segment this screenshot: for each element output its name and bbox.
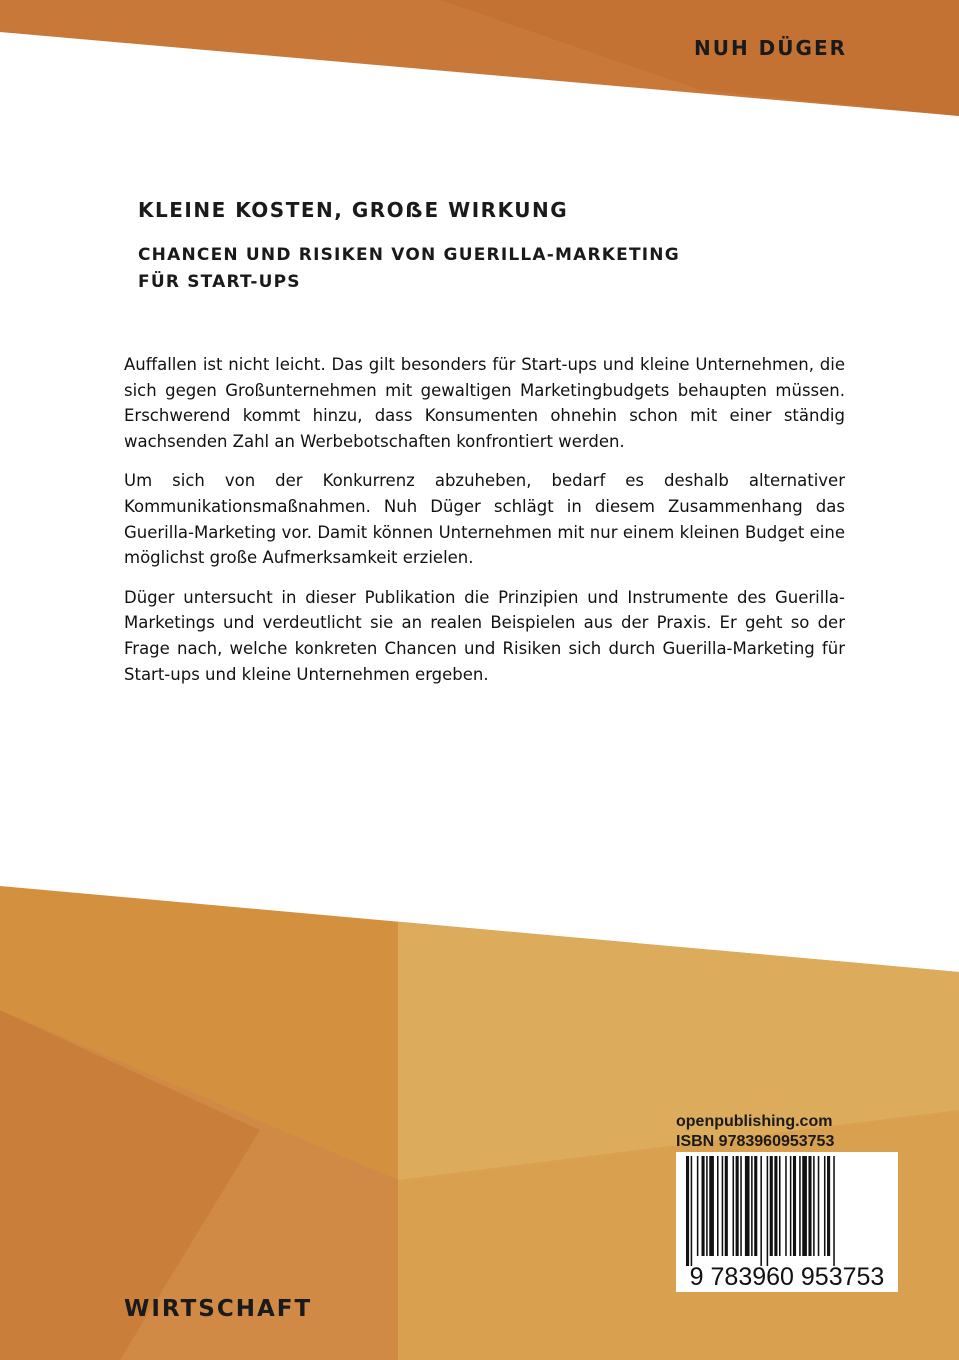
barcode-bar	[709, 1156, 714, 1256]
barcode-bar	[785, 1156, 787, 1256]
barcode-bar	[736, 1156, 739, 1256]
barcode-digits: 9 783960 953753	[689, 1263, 885, 1291]
subtitle-line: FÜR START-UPS	[138, 272, 301, 292]
barcode-bar	[706, 1156, 708, 1256]
barcode-bar	[760, 1156, 762, 1266]
barcode-graphic	[676, 1152, 898, 1292]
blurb-text	[124, 352, 845, 701]
barcode-bar	[827, 1156, 830, 1256]
barcode-bar	[824, 1156, 826, 1256]
barcode-bar	[754, 1156, 757, 1256]
blurb-paragraph: Düger untersucht in dieser Publikation die Prinzipien und Instrumente des Guerilla-Marketings und verdeutlicht sie an realen Beispielen aus der Praxis. Er geht so der Frage nach, welche konkreten Chancen und Risiken sich durch Guerilla-Marketing für Start-ups und kleine Unternehmen ergeben.	[124, 587, 845, 684]
barcode-bar	[686, 1156, 689, 1266]
book-title: KLEINE KOSTEN, GROẞE WIRKUNG	[138, 198, 569, 222]
blurb-paragraph: Um sich von der Konkurrenz abzuheben, bedarf es deshalb alternativer Kommunikationsmaßnahmen. Nuh Düger schlägt in diesem Zusammenhang das Guerilla-Marketing vor. Damit können Unternehmen mit nur einem kleinen Budget eine möglichst große Aufmerksamkeit erzielen.	[124, 471, 845, 568]
barcode-bar	[833, 1156, 835, 1266]
barcode-bar	[779, 1156, 781, 1256]
barcode-bar	[818, 1156, 820, 1256]
barcode-bar	[799, 1156, 801, 1256]
isbn-label: ISBN 9783960953753	[676, 1133, 835, 1150]
barcode-bar	[802, 1156, 807, 1256]
barcode-bar	[725, 1156, 728, 1256]
book-subtitle	[138, 242, 838, 296]
barcode-bar	[745, 1156, 750, 1256]
barcode-bar	[717, 1156, 719, 1256]
blurb-paragraph: Auffallen ist nicht leicht. Das gilt besonders für Start-ups und kleine Unternehmen, die sich gegen Großunternehmen mit gewaltigen Marketingbudgets behaupten müssen. Erschwerend kommt hinzu, dass Konsumenten ohnehin schon mit einer ständig wachsenden Zahl an Werbebotschaften konfrontiert werden.	[124, 355, 845, 451]
barcode-bar	[733, 1156, 735, 1256]
barcode-bar	[790, 1156, 792, 1256]
title-block	[138, 198, 838, 296]
barcode-bar	[808, 1156, 811, 1256]
barcode-bar	[697, 1156, 699, 1256]
barcode-bar	[691, 1156, 693, 1266]
barcode-bar	[774, 1156, 777, 1256]
barcode-bar	[751, 1156, 753, 1256]
isbn-barcode	[676, 1152, 898, 1292]
barcode-bar	[740, 1156, 742, 1256]
barcode-bar	[770, 1156, 773, 1256]
publisher-info	[676, 1112, 834, 1152]
barcode-bar	[793, 1156, 796, 1256]
barcode-bar	[767, 1156, 769, 1266]
barcode-bar	[813, 1156, 815, 1256]
publisher-url: openpublishing.com	[676, 1113, 833, 1130]
barcode-bar	[722, 1156, 724, 1256]
category-label: WIRTSCHAFT	[124, 1296, 313, 1322]
subtitle-line: CHANCEN UND RISIKEN VON GUERILLA-MARKETING	[138, 245, 680, 265]
barcode-bar	[702, 1156, 705, 1256]
author-name: NUH DÜGER	[694, 36, 847, 60]
